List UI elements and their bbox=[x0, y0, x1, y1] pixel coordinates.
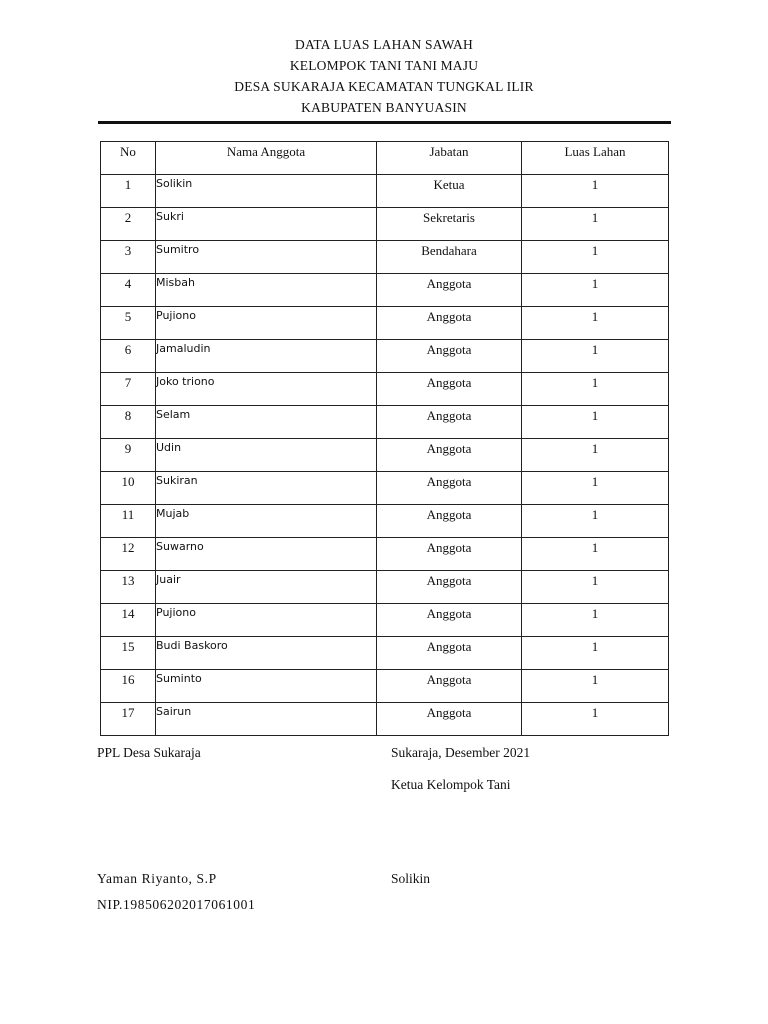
land-area: 1 bbox=[522, 175, 669, 208]
title-line-3: DESA SUKARAJA KECAMATAN TUNGKAL ILIR bbox=[234, 79, 534, 94]
group-chair-name: Solikin bbox=[391, 871, 431, 886]
member-name: Jamaludin bbox=[156, 340, 377, 373]
title-line-2: KELOMPOK TANI TANI MAJU bbox=[289, 58, 479, 73]
member-name: Pujiono bbox=[156, 604, 377, 637]
member-position: Anggota bbox=[377, 439, 522, 472]
land-area: 1 bbox=[522, 472, 669, 505]
row-number: 9 bbox=[101, 439, 156, 472]
row-number: 3 bbox=[101, 241, 156, 274]
table-row bbox=[101, 703, 669, 736]
extension-officer-label: PPL Desa Sukaraja bbox=[97, 745, 201, 760]
member-name: Solikin bbox=[156, 175, 377, 208]
column-header-no: No bbox=[101, 142, 156, 175]
member-position: Anggota bbox=[377, 472, 522, 505]
land-area: 1 bbox=[522, 208, 669, 241]
title-underline bbox=[98, 121, 671, 124]
member-position: Anggota bbox=[377, 670, 522, 703]
table-row bbox=[101, 637, 669, 670]
member-position: Anggota bbox=[377, 274, 522, 307]
row-number: 12 bbox=[101, 538, 156, 571]
member-name: Juair bbox=[156, 571, 377, 604]
member-position: Anggota bbox=[377, 604, 522, 637]
row-number: 15 bbox=[101, 637, 156, 670]
table-row bbox=[101, 538, 669, 571]
row-number: 13 bbox=[101, 571, 156, 604]
land-area: 1 bbox=[522, 274, 669, 307]
member-name: Suwarno bbox=[156, 538, 377, 571]
land-area: 1 bbox=[522, 241, 669, 274]
member-name: Sukri bbox=[156, 208, 377, 241]
place-date: Sukaraja, Desember 2021 bbox=[391, 745, 531, 760]
member-name: Misbah bbox=[156, 274, 377, 307]
row-number: 1 bbox=[101, 175, 156, 208]
column-header-area: Luas Lahan bbox=[522, 142, 669, 175]
extension-officer-nip: NIP.198506202017061001 bbox=[97, 897, 256, 912]
table-row bbox=[101, 406, 669, 439]
member-name: Selam bbox=[156, 406, 377, 439]
row-number: 7 bbox=[101, 373, 156, 406]
member-position: Anggota bbox=[377, 406, 522, 439]
member-name: Sairun bbox=[156, 703, 377, 736]
row-number: 5 bbox=[101, 307, 156, 340]
member-position: Anggota bbox=[377, 637, 522, 670]
group-chair-label: Ketua Kelompok Tani bbox=[391, 777, 511, 792]
extension-officer-name: Yaman Riyanto, S.P bbox=[97, 871, 217, 886]
member-name: Sumitro bbox=[156, 241, 377, 274]
member-name: Sukiran bbox=[156, 472, 377, 505]
member-position: Anggota bbox=[377, 505, 522, 538]
member-position: Anggota bbox=[377, 703, 522, 736]
document-title bbox=[0, 34, 768, 118]
row-number: 17 bbox=[101, 703, 156, 736]
member-name: Pujiono bbox=[156, 307, 377, 340]
member-position: Anggota bbox=[377, 307, 522, 340]
row-number: 16 bbox=[101, 670, 156, 703]
members-table-body bbox=[101, 175, 669, 736]
member-position: Anggota bbox=[377, 373, 522, 406]
member-name: Joko triono bbox=[156, 373, 377, 406]
row-number: 10 bbox=[101, 472, 156, 505]
row-number: 6 bbox=[101, 340, 156, 373]
table-row bbox=[101, 670, 669, 703]
row-number: 8 bbox=[101, 406, 156, 439]
table-header-row bbox=[101, 142, 669, 175]
table-row bbox=[101, 604, 669, 637]
column-header-role: Jabatan bbox=[377, 142, 522, 175]
table-row bbox=[101, 439, 669, 472]
table-row bbox=[101, 208, 669, 241]
land-area: 1 bbox=[522, 604, 669, 637]
members-table bbox=[100, 141, 669, 736]
table-row bbox=[101, 472, 669, 505]
member-position: Ketua bbox=[377, 175, 522, 208]
table-row bbox=[101, 340, 669, 373]
member-name: Suminto bbox=[156, 670, 377, 703]
title-line-1: DATA LUAS LAHAN SAWAH bbox=[295, 37, 473, 52]
land-area: 1 bbox=[522, 538, 669, 571]
member-position: Bendahara bbox=[377, 241, 522, 274]
member-position: Anggota bbox=[377, 340, 522, 373]
member-position: Anggota bbox=[377, 571, 522, 604]
member-name: Budi Baskoro bbox=[156, 637, 377, 670]
table-row bbox=[101, 274, 669, 307]
column-header-name: Nama Anggota bbox=[156, 142, 377, 175]
table-row bbox=[101, 571, 669, 604]
land-area: 1 bbox=[522, 406, 669, 439]
member-position: Sekretaris bbox=[377, 208, 522, 241]
member-name: Udin bbox=[156, 439, 377, 472]
table-row bbox=[101, 307, 669, 340]
row-number: 14 bbox=[101, 604, 156, 637]
land-area: 1 bbox=[522, 373, 669, 406]
land-area: 1 bbox=[522, 571, 669, 604]
table-row bbox=[101, 505, 669, 538]
row-number: 2 bbox=[101, 208, 156, 241]
title-line-4: KABUPATEN BANYUASIN bbox=[301, 100, 467, 115]
land-area: 1 bbox=[522, 637, 669, 670]
member-position: Anggota bbox=[377, 538, 522, 571]
land-area: 1 bbox=[522, 703, 669, 736]
member-name: Mujab bbox=[156, 505, 377, 538]
table-row bbox=[101, 373, 669, 406]
land-area: 1 bbox=[522, 670, 669, 703]
table-row bbox=[101, 241, 669, 274]
row-number: 4 bbox=[101, 274, 156, 307]
table-row bbox=[101, 175, 669, 208]
land-area: 1 bbox=[522, 340, 669, 373]
land-area: 1 bbox=[522, 307, 669, 340]
land-area: 1 bbox=[522, 505, 669, 538]
row-number: 11 bbox=[101, 505, 156, 538]
land-area: 1 bbox=[522, 439, 669, 472]
